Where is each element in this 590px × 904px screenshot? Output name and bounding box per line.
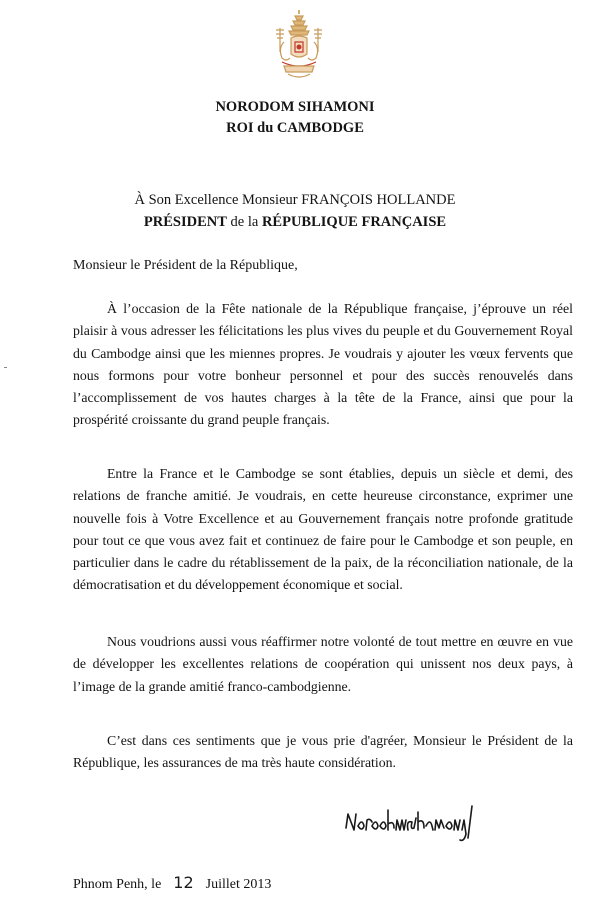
paragraph-4: C’est dans ces sentiments que je vous prie d'agréer, Monsieur le Président de la République, les assurances de ma très haute considération. [73,733,573,771]
handwritten-signature [340,800,492,846]
recipient-connector: de la [226,214,262,230]
recipient-title: PRÉSIDENT [143,214,227,230]
recipient-name: FRANÇOIS HOLLANDE [301,192,456,208]
date-line [73,873,271,893]
margin-mark [4,367,7,368]
paragraph-2: Entre la France et le Cambodge se sont établies, depuis un siècle et demi, des relations de franche amitié. Je voudrais, en cette heureuse circonstance, exprimer une nouvelle fois à Votre Excellence et au Gouvernement français notre profonde gratitude pour tout ce que vous avez fait et continuez de faire pour le Cambodge et son peuple, en particulier dans le cadre du rétablissement de la paix, de la réconciliation nationale, de la démocratisation et du développement économique et social. [73,466,573,593]
salutation: Monsieur le Président de la République, [73,258,298,273]
paragraph-3: Nous voudrions aussi vous réaffirmer notre volonté de tout mettre en œuvre en vue de développer les excellentes relations de coopération qui unissent nos deux pays, à l’image de la grande amitié franco-cambodgienne. [73,634,573,694]
date-month-year: Juillet 2013 [205,877,272,892]
date-day-handwritten: 12 [173,873,194,892]
recipient-prefix: À Son Excellence Monsieur [134,192,302,208]
recipient-line-2 [0,214,590,231]
date-place: Phnom Penh, le [73,877,162,892]
recipient-country: RÉPUBLIQUE FRANÇAISE [261,214,447,230]
royal-coat-of-arms-icon [270,8,328,86]
paragraph-1: À l’occasion de la Fête nationale de la République française, j’éprouve un réel plaisir à vous adresser les félicitations les plus vives du peuple et du Gouvernement Royal du Cambodge ainsi que les miennes propres. Je voudrais y ajouter les vœux fervents que nous formons pour votre bonheur personnel et pour des succès renouvelés dans l’accomplissement de vos hautes charges à la tête de la France, ainsi que pour la prospérité croissante du grand peuple français. [73,301,573,428]
sovereign-name: NORODOM SIHAMONI [215,99,375,115]
sovereign-title: ROI du CAMBODGE [226,120,364,136]
recipient-line-1 [0,192,590,209]
